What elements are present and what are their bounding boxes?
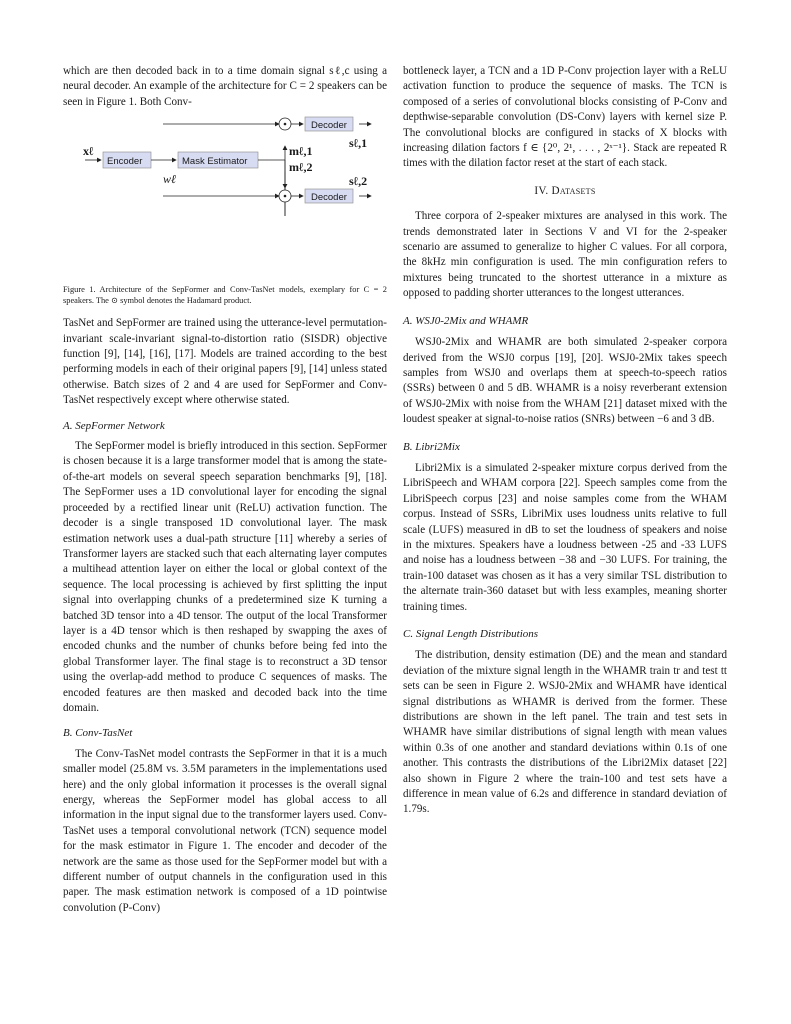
output-1-label: sℓ,1 — [349, 136, 368, 151]
encoder-block: Encoder — [107, 156, 143, 168]
paragraph: WSJ0-2Mix and WHAMR are both simulated 2-speaker corpora derived from the WSJ0 corpus [19], [20]. WSJ0-2Mix takes speech samples from WSJ0 and overlaps them at speech-to-speech ratios (SSRs) between 0 and 5 dB. WHAMR is a noisy reverberant extension of WSJ0-2Mix with noise from the WHAM [21] dataset mixed with the loudest speaker at signal-to-noise ratios (SNRs) between −6 and 3 dB. — [403, 336, 727, 426]
section-heading: B. Libri2Mix — [403, 440, 460, 453]
paragraph: The distribution, density estimation (DE) and the mean and standard deviation of the mixture signal length in the WHAMR train tr and test tt sets can be seen in Figure 2. WSJ0-2Mix and WHAMR have identical signal distributions as WHAMR is derived from the former. These distributions are shown in the left panel. The train and test sets in WHAMR have similar distributions of signal length with mean values within 0.3s of one another and standard deviations within 0.1s of one another. This contrasts the distributions of the Libri2Mix dataset [22] also shown in Figure 2 where the train-100 and test sets have a difference in mean value of 6.2s and difference in standard deviation of 1.79s. — [403, 649, 727, 816]
paragraph: Three corpora of 2-speaker mixtures are analysed in this work. The trends demonstrated later in Sections V and VI for the 2-speaker scenario are assumed to generalize to higher C values. For all corpora, the 8kHz min configuration is used. The min configuration refers to mixtures being truncated to the shortest utterance in a mixture as opposed to padding shorter utterances to the longest utterances. — [403, 210, 727, 300]
section-heading: C. Signal Length Distributions — [403, 628, 539, 640]
w-label: wℓ — [163, 172, 177, 187]
mask-2-label: mℓ,2 — [289, 160, 313, 175]
paragraph: which are then decoded back in to a time domain signal sℓ,c using a neural decoder. An example of the architecture for C = 2 speakers can be seen in Figure 1. Both Conv- — [63, 65, 387, 108]
paragraph: The SepFormer model is briefly introduced in this section. SepFormer is chosen because it is a large transformer model that is among the state-of-the-art models on several speech separation benchmarks [9], [18]. The SepFormer uses a 1D convolutional layer for encoding the signal proceeded by a rectified linear unit (ReLU) activation function. The decoder is a single transposed 1D convolutional layer. The mask estimation network uses a dual-path structure [11] whereby a series of Transformer layers are stacked such that each alternating layer computes a multihead attention layer on either the local or global context of the sequence. The local processing is achieved by first splitting the input signal into overlapping chunks of a predetermined size K turning a batched 3D tensor into a 4D tensor. The output of the local Transformer layer is a 4D tensor which is then reshaped by swapping the axes of encoded chunks and the number of chunks before being fed into the global Transformer layer. The final stage is to reconstruct a 3D tensor using the overlap-add method to produce C sequences of masks. The encoded features are then masked and decoded back into the time domain. — [63, 440, 387, 714]
right-column — [403, 64, 727, 818]
figure-1 — [63, 116, 387, 216]
decoder-top-block: Decoder — [311, 120, 347, 132]
left-column — [63, 64, 387, 916]
section-heading: B. Conv-TasNet — [63, 727, 133, 740]
mask-1-label: mℓ,1 — [289, 144, 313, 159]
mask-estimator-block: Mask Estimator — [182, 156, 248, 168]
paragraph: Libri2Mix is a simulated 2-speaker mixture corpus derived from the LibriSpeech and WHAM corpora [22]. Speech samples come from the LibriSpeech corpus [23] and noise samples come from the WHAM corpus. Instead of SSRs, LibriMix uses loudness units relative to full scale (LUFS) measured in dB to set the loudness of speakers and noise in the mixtures. Speakers have a loudness between -25 and -33 LUFS and noise has a loudness between −38 and −30 LUFS. For training, the train-100 dataset was chosen as it has a very similar TSL distribution to the alternate train-360 dataset but with less examples, meaning shorter training times. — [403, 461, 727, 613]
paragraph: TasNet and SepFormer are trained using the utterance-level permutation-invariant scale-invariant signal-to-distortion ratio (SISDR) objective function [9], [14], [16], [17]. Models are trained according to the best performing models in each of their original papers [9], [14] unless stated otherwise. Batch sizes of 2 and 4 are used for SepFormer and Conv-TasNet respectively except where otherwise stated. — [63, 317, 387, 407]
paragraph: bottleneck layer, a TCN and a 1D P-Conv projection layer with a ReLU activation function to produce the sequence of masks. The TCN is composed of a series of convolutional blocks consisting of P-Conv and depthwise-separable convolution (DS-Conv) layers with kernel size P. The convolutional blocks are configured in stacks of X blocks with increasing dilation factors f ∈ {2⁰, 2¹, . . . , 2ˣ⁻¹}. Stack are repeated R times with the dilation factor reset at the start of each stack. — [403, 65, 727, 170]
decoder-bottom-block: Decoder — [311, 192, 347, 204]
paragraph: The Conv-TasNet model contrasts the SepFormer in that it is a much smaller model (25.8M vs. 3.5M parameters in the implementations used here) and the only global information it processes is the overall signal energy, whereas the SepFormer model has global access to all information in the input signal due to the transformer layers used. Conv-TasNet uses a temporal convolutional network (TCN) sequence model for the mask estimator in Figure 1. The encoder and decoder of the network are the same as those used for the SepFormer model but with a different number of output channels in the configuration used in this paper. The mask estimation network is composed of a 1D pointwise convolution (P-Conv) — [63, 747, 387, 914]
section-heading: A. WSJ0-2Mix and WHAMR — [403, 314, 529, 327]
section-heading: A. SepFormer Network — [63, 419, 165, 432]
section-heading: IV. Datasets — [534, 184, 596, 197]
x-input-label: xℓ — [83, 144, 94, 159]
output-2-label: sℓ,2 — [349, 174, 368, 189]
figure-caption: Figure 1. Architecture of the SepFormer and Conv-TasNet models, exemplary for C = 2 speakers. The ⊙ symbol denotes the Hadamard product. — [63, 285, 387, 306]
